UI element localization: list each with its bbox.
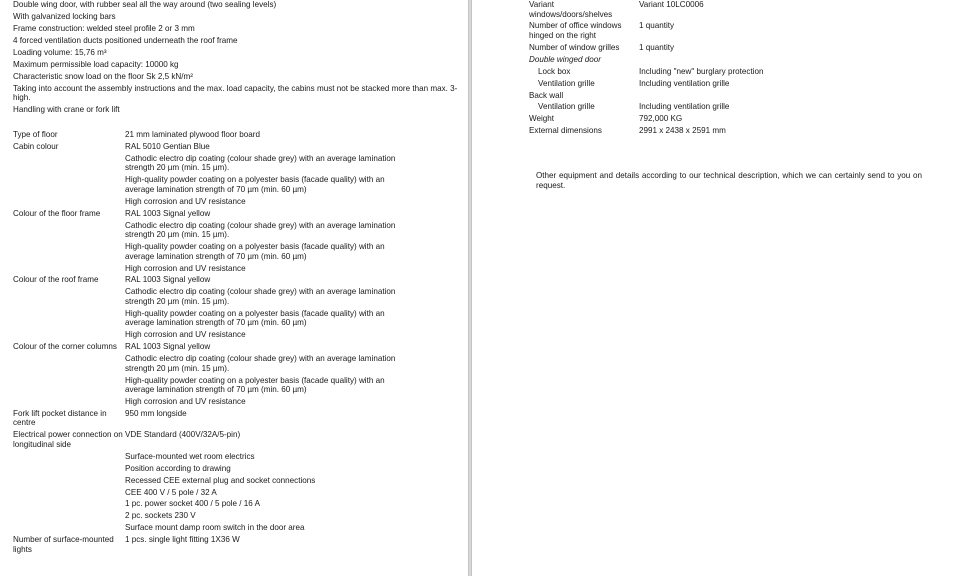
spec-label: Colour of the floor frame [13, 208, 101, 218]
spec-row [13, 488, 463, 498]
variant-value: Including "new" burglary protection [639, 66, 764, 76]
spec-row [13, 287, 463, 306]
spec-label [13, 476, 125, 486]
spec-label [13, 511, 125, 521]
variant-value: 1 quantity [639, 42, 675, 52]
spec-row [13, 342, 463, 352]
intro-line: Characteristic snow load on the floor Sk 2,5 kN/m² [13, 71, 193, 81]
spec-value: 2 pc. sockets 230 V [125, 511, 196, 521]
spec-row [13, 376, 463, 395]
spec-label [13, 242, 125, 261]
variant-value: Variant 10LC0006 [639, 0, 704, 9]
spec-row [13, 209, 463, 219]
spec-value: Cathodic electro dip coating (colour shade grey) with an average lamination strength 20 µm (min. 15 µm). [125, 153, 396, 173]
spec-row [13, 476, 463, 486]
spec-row [13, 154, 463, 173]
variant-label: Weight [529, 114, 555, 124]
page-divider [468, 0, 472, 576]
spec-row [13, 409, 463, 428]
spec-label [13, 376, 125, 395]
variant-value: Including ventilation grille [639, 102, 730, 112]
spec-label [13, 154, 125, 173]
spec-value: RAL 1003 Signal yellow [125, 208, 211, 218]
spec-row [13, 430, 463, 449]
variant-row [529, 102, 949, 112]
spec-row [13, 130, 463, 140]
spec-label: Colour of the roof frame [13, 275, 99, 285]
spec-label: Colour of the corner columns [13, 342, 117, 352]
spec-row [13, 464, 463, 474]
spec-value: High-quality powder coating on a polyester basis (facade quality) with an average lamination strength of 70 µm (min. 60 µm) [125, 375, 385, 395]
variant-label: Back wall [529, 90, 564, 100]
spec-value: RAL 5010 Gentian Blue [125, 141, 210, 151]
spec-value: High-quality powder coating on a polyester basis (facade quality) with an average lamination strength of 70 µm (min. 60 µm) [125, 175, 385, 194]
variant-label: Variant windows/doors/shelves [529, 0, 613, 19]
spec-label: Fork lift pocket distance in centre [13, 408, 107, 428]
spec-label [13, 488, 125, 498]
variant-label: Double winged door [529, 54, 601, 64]
intro-line: Double wing door, with rubber seal all the way around (two sealing levels) [13, 0, 277, 9]
intro-line: Maximum permissible load capacity: 10000 kg [13, 59, 179, 69]
variant-row [529, 67, 949, 77]
spec-row [13, 309, 463, 328]
spec-row [13, 535, 463, 554]
spec-label [13, 499, 125, 509]
spec-row [13, 452, 463, 462]
left-document-page [0, 0, 466, 576]
variant-label: External dimensions [529, 126, 602, 136]
spec-value: 1 pcs. single light fitting 1X36 W [125, 535, 240, 545]
intro-line: Loading volume: 15,76 m³ [13, 47, 107, 57]
spec-label [13, 397, 125, 407]
spec-value: 1 pc. power socket 400 / 5 pole / 16 A [125, 499, 260, 509]
spec-label: Type of floor [13, 130, 58, 139]
spec-label [13, 287, 125, 306]
intro-line: Handling with crane or fork lift [13, 105, 120, 115]
spec-value: Cathodic electro dip coating (colour shade grey) with an average lamination strength 20 µm (min. 15 µm). [125, 287, 396, 306]
variant-label: Number of window grilles [529, 42, 620, 52]
spec-label [13, 197, 125, 207]
spec-value: Recessed CEE external plug and socket connections [125, 475, 316, 485]
spec-label [13, 221, 125, 240]
spec-value: RAL 1003 Signal yellow [125, 275, 211, 285]
variant-label: Lock box [538, 66, 571, 76]
spec-row [13, 523, 463, 533]
spec-value: High-quality powder coating on a polyester basis (facade quality) with an average lamination strength of 70 µm (min. 60 µm) [125, 308, 385, 328]
spec-value: Position according to drawing [125, 463, 231, 473]
spec-row [13, 221, 463, 240]
spec-row [13, 175, 463, 194]
intro-line: Frame construction: welded steel profile 2 or 3 mm [13, 23, 195, 33]
spec-row [13, 275, 463, 285]
spec-label [13, 452, 125, 462]
spec-row [13, 142, 463, 152]
variant-row [529, 126, 949, 136]
specification-table [13, 130, 463, 557]
spec-value: Cathodic electro dip coating (colour shade grey) with an average lamination strength 20 µm (min. 15 µm). [125, 220, 396, 240]
spec-label [13, 464, 125, 474]
variant-value: Including ventilation grille [639, 78, 730, 88]
variant-value [639, 91, 949, 101]
spec-row [13, 242, 463, 261]
spec-value: 21 mm laminated plywood floor board [125, 130, 260, 139]
spec-label: Number of surface-mounted lights [13, 535, 114, 554]
spec-label [13, 330, 125, 340]
spec-value: Surface-mounted wet room electrics [125, 451, 255, 461]
intro-line: With galvanized locking bars [13, 11, 116, 21]
spec-row [13, 330, 463, 340]
spec-row [13, 197, 463, 207]
spec-label: Electrical power connection on longitudinal side [13, 430, 123, 449]
variant-row [529, 114, 949, 124]
variant-row [529, 43, 949, 53]
spec-value: VDE Standard (400V/32A/5-pin) [125, 430, 241, 440]
variant-value: 1 quantity [639, 21, 675, 31]
spec-row [13, 499, 463, 509]
variant-value: 792,000 KG [639, 114, 683, 124]
variant-row [529, 91, 949, 101]
variant-row [529, 21, 949, 40]
variant-label: Ventilation grille [538, 102, 595, 112]
spec-label: Cabin colour [13, 141, 59, 151]
spec-value: RAL 1003 Signal yellow [125, 342, 211, 352]
spec-value: High corrosion and UV resistance [125, 397, 246, 406]
spec-row [13, 511, 463, 521]
spec-label [13, 175, 125, 194]
intro-text-block [13, 0, 463, 117]
variant-row [529, 79, 949, 89]
spec-value: High corrosion and UV resistance [125, 263, 246, 273]
spec-row [13, 264, 463, 274]
spec-value: Cathodic electro dip coating (colour shade grey) with an average lamination strength 20 µm (min. 15 µm). [125, 354, 396, 373]
variant-label: Number of office windows hinged on the right [529, 21, 622, 41]
spec-value: High-quality powder coating on a polyester basis (facade quality) with an average lamination strength of 70 µm (min. 60 µm) [125, 242, 385, 261]
variant-row [529, 0, 949, 19]
variant-label: Ventilation grille [538, 78, 595, 88]
intro-line: 4 forced ventilation ducts positioned underneath the roof frame [13, 35, 238, 45]
right-document-page [475, 0, 960, 576]
variant-table [529, 0, 949, 138]
spec-label [13, 309, 125, 328]
spec-value: 950 mm longside [125, 408, 187, 418]
spec-row [13, 354, 463, 373]
spec-label [13, 354, 125, 373]
spec-value: Surface mount damp room switch in the door area [125, 523, 305, 533]
spec-value: CEE 400 V / 5 pole / 32 A [125, 487, 217, 497]
spec-value: High corrosion and UV resistance [125, 330, 246, 340]
variant-value [639, 55, 949, 65]
variant-row [529, 55, 949, 65]
intro-line: Taking into account the assembly instructions and the max. load capacity, the cabins must not be stacked more than max. 3-high. [13, 83, 458, 103]
spec-value: High corrosion and UV resistance [125, 196, 246, 206]
spec-row [13, 397, 463, 407]
closing-note: Other equipment and details according to our technical description, which we can certainly send to you on request. [536, 171, 922, 190]
variant-value: 2991 x 2438 x 2591 mm [639, 126, 726, 136]
spec-label [13, 523, 125, 533]
spec-label [13, 264, 125, 274]
